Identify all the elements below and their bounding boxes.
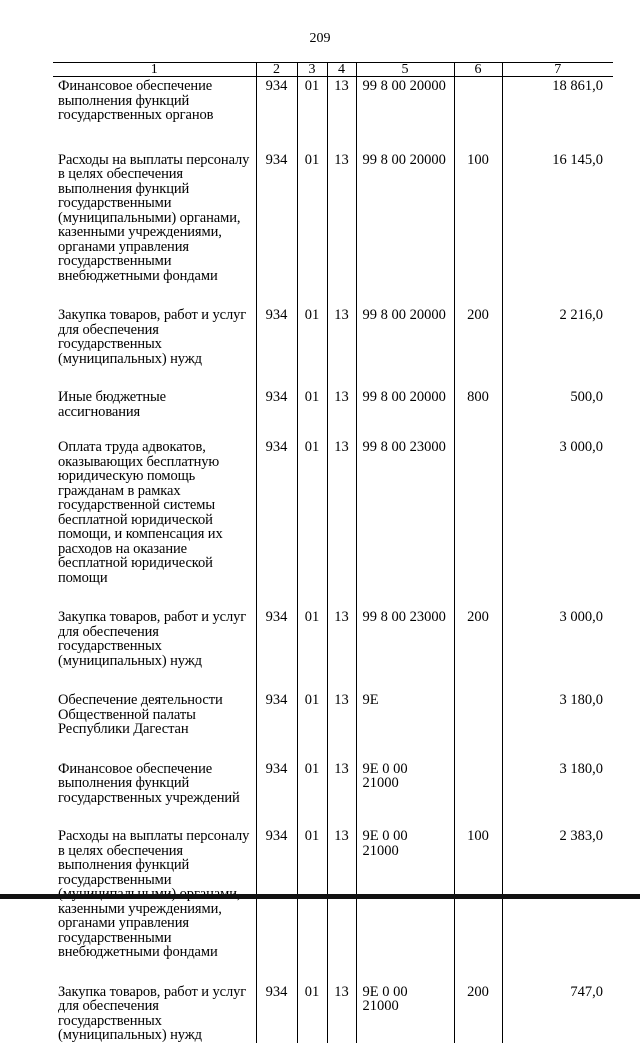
table-header-row: [53, 63, 613, 77]
rz-code-cell: 01: [297, 827, 327, 983]
rz-code-cell: 01: [297, 691, 327, 760]
pr-code-cell: 13: [327, 691, 356, 760]
rz-code-cell: 01: [297, 77, 327, 151]
gr-code-cell: 934: [256, 388, 297, 438]
pr-code-cell: 13: [327, 983, 356, 1043]
amount-cell: 500,0: [570, 389, 603, 405]
vr-code-cell: 800: [454, 388, 502, 438]
amount-cell: 16 145,0: [552, 151, 603, 168]
amount-cell: 3 180,0: [559, 760, 603, 777]
gr-code-cell: 934: [256, 306, 297, 388]
vr-code-cell: [454, 760, 502, 828]
gr-code-cell: 934: [256, 77, 297, 151]
csr-code-cell: [356, 388, 454, 438]
expense-name-cell: Закупка товаров, работ и услуг для обеспечения государственных (муниципальных) нужд: [53, 306, 256, 388]
csr-code-line: 99 8 00 20000: [362, 78, 446, 94]
table-row: [53, 438, 613, 608]
table-row: [53, 608, 613, 691]
gr-code-cell: 934: [256, 983, 297, 1043]
gr-code-cell: 934: [256, 151, 297, 307]
page-number: 209: [309, 31, 331, 46]
table-row: [53, 691, 613, 760]
expense-name-cell: Закупка товаров, работ и услуг для обеспечения государственных (муниципальных) нужд: [53, 608, 256, 691]
table-row: [53, 760, 613, 828]
csr-code-line: 99 8 00 20000: [362, 151, 446, 168]
csr-code-line: 21000: [362, 842, 399, 859]
column-header-rz: 3: [297, 63, 327, 77]
vr-code-cell: 100: [454, 827, 502, 983]
vr-code-cell: 200: [454, 306, 502, 388]
column-header-name: 1: [53, 63, 256, 77]
column-header-pr: 4: [327, 63, 356, 77]
vr-code-cell: [454, 77, 502, 151]
vr-code-cell: [454, 438, 502, 608]
rz-code-cell: 01: [297, 306, 327, 388]
table-row: [53, 388, 613, 438]
csr-code-cell: [356, 306, 454, 388]
rz-code-cell: 01: [297, 388, 327, 438]
pr-code-cell: 13: [327, 388, 356, 438]
expense-name-cell: Финансовое обеспечение выполнения функций государственных учреждений: [53, 760, 256, 828]
amount-cell: 2 383,0: [559, 828, 603, 844]
pr-code-cell: 13: [327, 608, 356, 691]
csr-code-cell: [356, 760, 454, 828]
rz-code-cell: 01: [297, 608, 327, 691]
csr-code-cell: [356, 151, 454, 307]
csr-code-line: 99 8 00 20000: [362, 307, 446, 323]
scan-bottom-edge: [0, 894, 640, 899]
csr-code-line: 9Е 0 00: [362, 828, 408, 844]
amount-cell: 2 216,0: [559, 307, 603, 323]
amount-cell: 3 180,0: [559, 692, 603, 708]
table-row: [53, 77, 613, 151]
csr-code-line: 99 8 00 23000: [362, 609, 446, 625]
expense-name-cell: Иные бюджетные ассигнования: [53, 388, 256, 438]
pr-code-cell: 13: [327, 306, 356, 388]
gr-code-cell: 934: [256, 691, 297, 760]
csr-code-cell: [356, 983, 454, 1043]
csr-code-line: 9Е 0 00: [362, 983, 408, 1000]
column-header-gr: 2: [256, 63, 297, 77]
expense-name-cell: Расходы на выплаты персоналу в целях обеспечения выполнения функций государственными казенными учреждениями, органами управления государственными внебюджетными фондами: [53, 827, 256, 983]
table-row: [53, 306, 613, 388]
pr-code-cell: 13: [327, 760, 356, 828]
gr-code-cell: 934: [256, 438, 297, 608]
csr-code-line: 21000: [362, 775, 399, 791]
expense-name-cell: Финансовое обеспечение выполнения функций государственных органов: [53, 77, 256, 151]
csr-code-line: 99 8 00 20000: [362, 389, 446, 405]
vr-code-cell: 100: [454, 151, 502, 307]
csr-code-cell: [356, 608, 454, 691]
expense-name-cell: Обеспечение деятельности Общественной палаты Республики Дагестан: [53, 691, 256, 760]
vr-code-cell: 200: [454, 983, 502, 1043]
column-header-amount: 7: [502, 63, 613, 77]
table-row: [53, 983, 613, 1043]
table-row: [53, 151, 613, 307]
csr-code-cell: [356, 691, 454, 760]
expense-name-cell: Закупка товаров, работ и услуг для обеспечения государственных (муниципальных) нужд: [53, 983, 256, 1043]
csr-code-line: 99 8 00 23000: [362, 439, 446, 455]
rz-code-cell: 01: [297, 438, 327, 608]
expense-name-cell: Оплата труда адвокатов, оказывающих бесплатную юридическую помощь гражданам в рамках государственной системы бесплатной юридической помощи, и компенсация их расходов на оказание бесплатной юридической помощи: [53, 438, 256, 608]
csr-code-cell: [356, 77, 454, 151]
column-header-vr: 6: [454, 63, 502, 77]
pr-code-cell: 13: [327, 151, 356, 307]
expense-name-cell: Расходы на выплаты персоналу в целях обеспечения выполнения функций государственными (муниципальными) органами, казенными учреждениями, органами управления государственными внебюджетными фондами: [53, 151, 256, 307]
rz-code-cell: 01: [297, 760, 327, 828]
rz-code-cell: 01: [297, 151, 327, 307]
vr-code-cell: 200: [454, 608, 502, 691]
pr-code-cell: 13: [327, 77, 356, 151]
amount-cell: 3 000,0: [559, 609, 603, 625]
column-header-csr: 5: [356, 63, 454, 77]
gr-code-cell: 934: [256, 608, 297, 691]
amount-cell: 3 000,0: [559, 439, 603, 455]
csr-code-line: 21000: [362, 998, 399, 1014]
amount-cell: 747,0: [570, 983, 603, 1000]
csr-code-line: 9Е 0 00: [362, 760, 408, 777]
pr-code-cell: 13: [327, 827, 356, 983]
gr-code-cell: 934: [256, 827, 297, 983]
csr-code-line: 9Е: [362, 692, 379, 708]
csr-code-cell: [356, 438, 454, 608]
pr-code-cell: 13: [327, 438, 356, 608]
rz-code-cell: 01: [297, 983, 327, 1043]
gr-code-cell: 934: [256, 760, 297, 828]
amount-cell: 18 861,0: [552, 78, 603, 94]
vr-code-cell: [454, 691, 502, 760]
